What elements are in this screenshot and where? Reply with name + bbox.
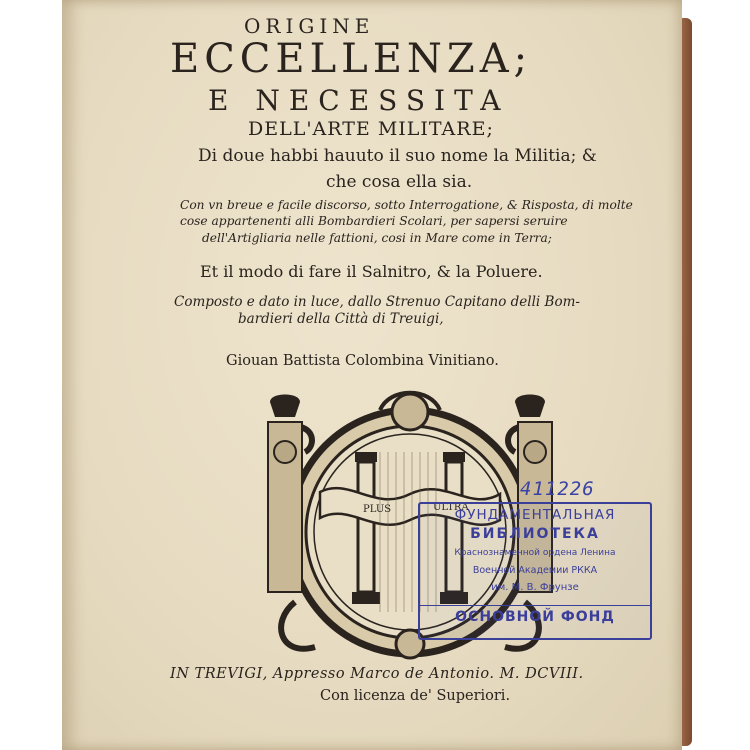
title-line-eccellenza: ECCELLENZA;: [170, 36, 533, 82]
author-intro-line-1: Composto e dato in luce, dallo Strenuo Capitano delli Bom-: [174, 294, 580, 310]
title-line-arte-militare: DELL'ARTE MILITARE;: [248, 118, 494, 140]
description-line-2: cose appartenenti alli Bombardieri Scolari, per sapersi seruire: [180, 214, 568, 228]
library-call-number: 411226: [520, 478, 595, 500]
banner-right-text: ULTRA: [433, 502, 469, 513]
stamp-line-2: БИБЛИОТЕКА: [470, 526, 600, 542]
author-intro-line-2: bardieri della Città di Treuigi,: [238, 311, 444, 327]
description-line-1: Con vn breue e facile discorso, sotto Interrogatione, & Risposta, di molte: [180, 198, 633, 212]
salnitro-line: Et il modo di fare il Salnitro, & la Poluere.: [200, 262, 543, 281]
subtitle-line-2: che cosa ella sia.: [326, 172, 473, 192]
library-stamp: [418, 502, 652, 640]
title-line-origine: ORIGINE: [244, 14, 375, 38]
stamp-line-5: им. М. В. Фрунзе: [491, 582, 579, 593]
author-name: Giouan Battista Colombina Vinitiano.: [226, 353, 499, 369]
stamp-line-6: ОСНОВНОЙ ФОНД: [420, 605, 650, 625]
title-line-necessita: E NECESSITA: [208, 84, 510, 117]
banner-left-text: PLUS: [363, 504, 392, 515]
stamp-line-4: Военной Академии РККА: [472, 565, 598, 576]
license-line: Con licenza de' Superiori.: [320, 688, 511, 704]
subtitle-line-1: Di doue habbi hauuto il suo nome la Militia; &: [198, 146, 597, 166]
imprint-line: IN TREVIGI, Appresso Marco de Antonio. M. DCVIII.: [170, 666, 584, 682]
stamp-line-3: Краснознаменной ордена Ленина: [454, 548, 616, 558]
description-line-3: dell'Artigliaria nelle fattioni, cosi in Mare come in Terra;: [202, 231, 552, 245]
stamp-line-1: ФУНДАМЕНТАЛЬНАЯ: [454, 507, 616, 523]
